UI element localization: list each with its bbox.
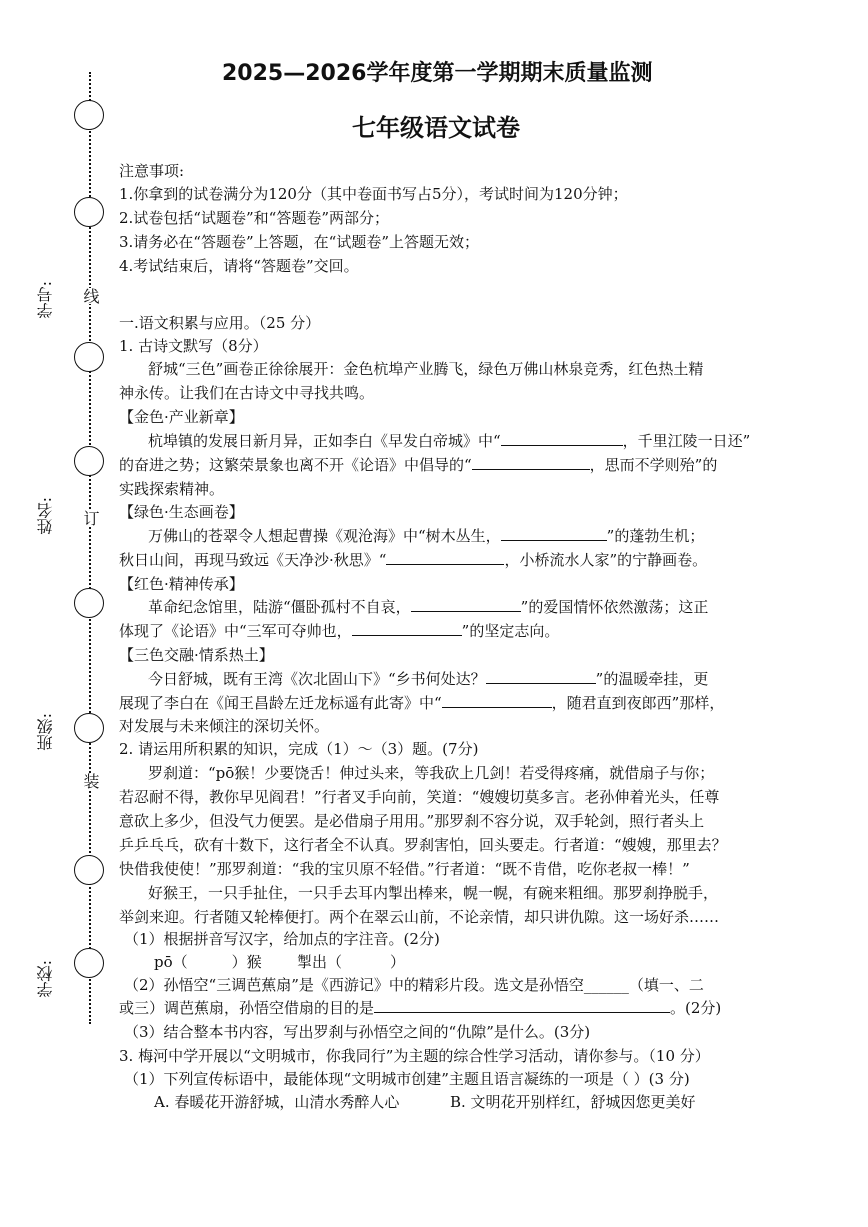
exam-subtitle: 七年级语文试卷 bbox=[352, 113, 520, 142]
gold-heading: 【金色·产业新章】 bbox=[119, 408, 244, 426]
answer-blank[interactable] bbox=[501, 431, 623, 446]
name-label: 姓名: bbox=[36, 497, 55, 535]
passage-line: 乒乒乓乓，砍有十数下，这行者全不认真。罗刹害怕，回头要走。行者道：“嫂嫂，那里去？ bbox=[119, 836, 727, 854]
q1-intro: 神永传。让我们在古诗文中寻找共鸣。 bbox=[119, 384, 375, 402]
passage-line: 举剑来迎。行者随又轮棒便打。两个在翠云山前，不论亲情，却只讲仇隙。这一场好杀…… bbox=[119, 908, 720, 926]
red-line-1: 革命纪念馆里，陆游“僵卧孤村不自哀， ”的爱国情怀依然激荡；这正 bbox=[148, 598, 709, 616]
option-a[interactable]: A. 春暖花开游舒城，山清水秀醉人心 bbox=[154, 1093, 400, 1111]
three-heading: 【三色交融·情系热土】 bbox=[119, 646, 274, 664]
gold-line-2: 的奋进之势；这繁荣景象也离不开《论语》中倡导的“ ，思而不学则殆”的 bbox=[119, 456, 718, 474]
passage-line: 好猴王，一只手扯住，一只手去耳内掣出棒来，幌一幌，有碗来粗细。那罗刹挣脱手， bbox=[148, 884, 719, 902]
section-heading: 一.语文积累与应用。（25 分） bbox=[119, 314, 321, 332]
binding-hole bbox=[74, 855, 104, 885]
answer-blank[interactable] bbox=[386, 550, 504, 565]
q2-sub-1: （1）根据拼音写汉字，给加点的字注音。(2分) bbox=[124, 930, 440, 948]
binding-hole bbox=[74, 342, 104, 372]
answer-blank[interactable] bbox=[411, 597, 521, 612]
binding-word-staple: 订 bbox=[81, 510, 100, 526]
binding-hole bbox=[74, 446, 104, 476]
q3-sub-1: （1）下列宣传标语中，最能体现“文明城市创建”主题且语言凝练的一项是（ ）(3 分) bbox=[124, 1070, 690, 1088]
green-line-1: 万佛山的苍翠令人想起曹操《观沧海》中“树木丛生， ”的蓬勃生机； bbox=[148, 527, 705, 545]
binding-hole bbox=[74, 588, 104, 618]
answer-blank[interactable] bbox=[501, 526, 607, 541]
notes-item: 3.请务必在“答题卷”上答题，在“试题卷”上答题无效； bbox=[119, 233, 479, 251]
answer-blank[interactable] bbox=[486, 669, 596, 684]
green-line-2: 秋日山间，再现马致远《天净沙·秋思》“ ，小桥流水人家”的宁静画卷。 bbox=[119, 551, 708, 569]
passage-line: 意砍上多少，但没气力便罢。是必借扇子用用。”那罗刹不容分说，双手轮剑，照行者头上 bbox=[119, 812, 705, 830]
answer-blank[interactable] bbox=[472, 455, 590, 470]
answer-blank[interactable] bbox=[352, 621, 462, 636]
binding-hole bbox=[74, 948, 104, 978]
question-1-title: 1. 古诗文默写（8分） bbox=[119, 337, 268, 355]
q2-sub-2: （2）孙悟空“三调芭蕉扇”是《西游记》中的精彩片段。选文是孙悟空______（填一、二 bbox=[124, 976, 704, 994]
notes-item: 2.试卷包括“试题卷”和“答题卷”两部分； bbox=[119, 209, 389, 227]
binding-hole bbox=[74, 713, 104, 743]
answer-blank[interactable] bbox=[442, 693, 552, 708]
binding-hole bbox=[74, 100, 104, 130]
question-2-title: 2. 请运用所积累的知识，完成（1）～（3）题。(7分) bbox=[119, 740, 479, 758]
three-line-1: 今日舒城，既有王湾《次北固山下》“乡书何处达？ ”的温暖牵挂，更 bbox=[148, 670, 709, 688]
three-line-3: 对发展与未来倾注的深切关怀。 bbox=[119, 717, 330, 735]
binding-hole bbox=[74, 197, 104, 227]
passage-line: 若忍耐不得，教你早见阎君！”行者叉手向前，笑道：“嫂嫂切莫多言。老孙伸着光头，任尊 bbox=[119, 788, 720, 806]
student-id-label: 学号: bbox=[36, 281, 55, 319]
q1-intro: 舒城“三色”画卷正徐徐展开：金色杭埠产业腾飞，绿色万佛山林泉竞秀，红色热土精 bbox=[148, 360, 704, 378]
class-label: 班级: bbox=[36, 713, 55, 751]
notes-heading: 注意事项: bbox=[119, 162, 185, 180]
three-line-2: 展现了李白在《闻王昌龄左迁龙标遥有此寄》中“ ，随君直到夜郎西”那样， bbox=[119, 694, 725, 712]
gold-line-3: 实践探索精神。 bbox=[119, 480, 225, 498]
notes-item: 4.考试结束后，请将“答题卷”交回。 bbox=[119, 257, 359, 275]
binding-word-bind: 装 bbox=[81, 773, 100, 789]
q2-sub-2-line-2: 或三）调芭蕉扇，孙悟空借扇的目的是 。(2分) bbox=[119, 999, 722, 1017]
q2-char-answer: 掣出（ ） bbox=[297, 953, 406, 971]
answer-blank[interactable] bbox=[374, 998, 670, 1013]
q2-sub-3: （3）结合整本书内容，写出罗刹与孙悟空之间的“仇隙”是什么。(3分) bbox=[124, 1023, 591, 1041]
q2-pinyin-answer: pō（ ）猴 bbox=[154, 953, 262, 971]
gold-line-1: 杭埠镇的发展日新月异，正如李白《早发白帝城》中“ ，千里江陵一日还” bbox=[148, 432, 751, 450]
passage-line: 快借我使使！”那罗刹道：“我的宝贝原不轻借。”行者道：“既不肯借，吃你老叔一棒！” bbox=[119, 860, 690, 878]
notes-item: 1.你拿到的试卷满分为120分（其中卷面书写占5分），考试时间为120分钟； bbox=[119, 185, 628, 203]
binding-word-line: 线 bbox=[81, 288, 100, 304]
question-3-title: 3. 梅河中学开展以“文明城市，你我同行”为主题的综合性学习活动，请你参与。（10 分） bbox=[119, 1047, 710, 1065]
green-heading: 【绿色·生态画卷】 bbox=[119, 503, 244, 521]
passage-line: 罗刹道：“pō猴！少要饶舌！伸过头来，等我砍上几剑！若受得疼痛，就借扇子与你； bbox=[148, 764, 715, 782]
red-heading: 【红色·精神传承】 bbox=[119, 575, 244, 593]
option-b[interactable]: B. 文明花开别样红，舒城因您更美好 bbox=[450, 1093, 696, 1111]
exam-title: 2025—2026学年度第一学期期末质量监测 bbox=[222, 61, 653, 86]
red-line-2: 体现了《论语》中“三军可夺帅也， ”的坚定志向。 bbox=[119, 622, 560, 640]
school-label: 学校: bbox=[36, 960, 55, 998]
